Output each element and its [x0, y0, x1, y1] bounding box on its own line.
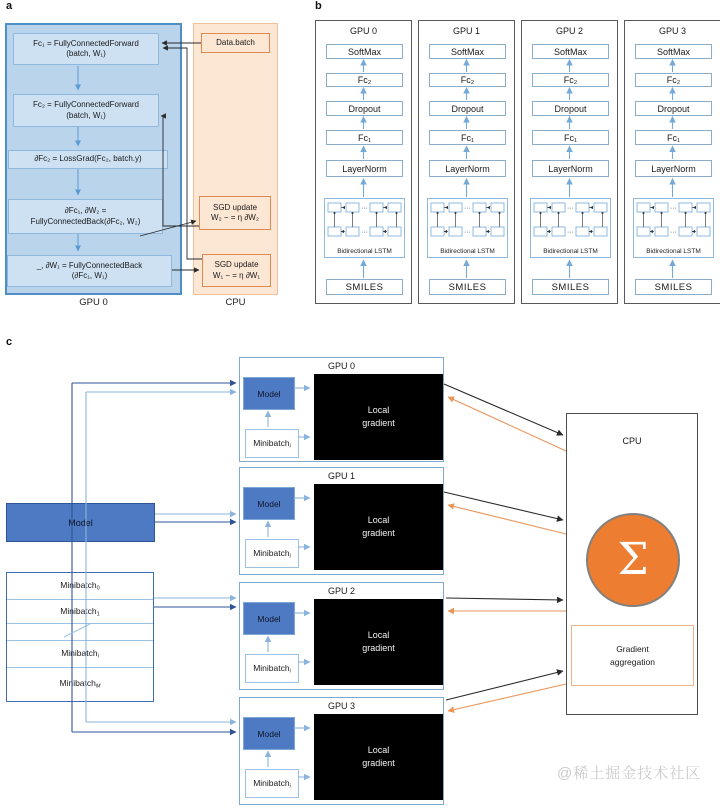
fc2-layer-box: Fc₂	[429, 73, 506, 87]
softmax-layer-box: SoftMax	[429, 44, 506, 59]
svg-text:···: ···	[567, 205, 574, 212]
svg-text:···: ···	[464, 205, 471, 212]
local-gradient-box: Local gradient	[314, 714, 443, 800]
softmax-layer-box: SoftMax	[532, 44, 609, 59]
worker-minibatch-box	[245, 539, 299, 568]
worker-model-box: Model	[243, 377, 295, 410]
data-batch-box	[201, 33, 270, 53]
lstm-label: Bidirectional LSTM	[646, 248, 701, 255]
lstm-cells-diagram	[634, 199, 713, 243]
panel-a-gpu-caption: GPU 0	[79, 297, 108, 308]
worker-model-box: Model	[243, 487, 295, 520]
minibatch-row-i	[7, 640, 153, 667]
worker-gpu0-box	[239, 357, 444, 462]
smiles-input-box: SMILES	[429, 279, 506, 295]
minibatch-label: Minibatch$_i$	[253, 437, 291, 450]
gradient-aggregation-box: Gradient aggregation	[571, 625, 694, 686]
sgd-update-w1-box	[202, 254, 271, 287]
formula-line: Fc₂ = FullyConnectedForward	[32, 100, 140, 110]
bidirectional-lstm-box	[324, 198, 405, 258]
fc1-forward-box	[13, 33, 159, 65]
worker-gpu-title: GPU 1	[327, 471, 355, 481]
worker-gpu2-box	[239, 582, 444, 690]
formula-line: (batch, W₁)	[66, 49, 106, 58]
panel-b-label: b	[315, 0, 322, 12]
layernorm-layer-box: LayerNorm	[429, 160, 506, 177]
svg-text:···: ···	[670, 229, 677, 236]
gpu-column-title: GPU 2	[555, 26, 583, 36]
lstm-label: Bidirectional LSTM	[440, 248, 495, 255]
dropout-layer-box: Dropout	[429, 101, 506, 116]
formula-line: SGD update	[212, 202, 258, 212]
smiles-input-box: SMILES	[635, 279, 712, 295]
dropout-layer-box: Dropout	[326, 101, 403, 116]
svg-text:···: ···	[670, 205, 677, 212]
formula-line: ∂Fc₁, ∂W₂ =	[64, 206, 107, 216]
cpu-aggregator-box	[566, 413, 698, 715]
formula-line: SGD update	[214, 260, 259, 270]
worker-gpu-title: GPU 0	[327, 361, 355, 371]
minibatch-label: Minibatch$_i$	[253, 547, 291, 560]
lstm-label: Bidirectional LSTM	[337, 248, 392, 255]
formula-line: FullyConnectedBack(∂Fc₂, W₂)	[30, 216, 141, 226]
watermark-text: @稀土掘金技术社区	[557, 765, 702, 782]
panel-a-label: a	[6, 0, 13, 12]
fc2-layer-box: Fc₂	[532, 73, 609, 87]
lstm-cells-diagram	[531, 199, 610, 243]
worker-gpu-title: GPU 2	[327, 586, 355, 596]
worker-minibatch-box	[245, 654, 299, 683]
fc1-layer-box: Fc₁	[635, 130, 712, 145]
minibatch-row-0	[7, 573, 153, 599]
layernorm-layer-box: LayerNorm	[635, 160, 712, 177]
panel-b-gpu1-column	[418, 20, 515, 304]
formula-line: Fc₁ = FullyConnectedForward	[33, 38, 139, 48]
smiles-input-box: SMILES	[326, 279, 403, 295]
formula-line: _, ∂W₁ = FullyConnectedBack	[36, 260, 143, 270]
fc1-layer-box: Fc₁	[532, 130, 609, 145]
cpu-to-gpu-arrows	[448, 397, 566, 711]
worker-model-box: Model	[243, 717, 295, 750]
minibatch-row-m	[7, 667, 153, 700]
gradient-to-cpu-arrows	[444, 384, 563, 700]
panel-b-gpu2-column	[521, 20, 618, 304]
worker-gpu3-box	[239, 697, 444, 805]
formula-line: Data.batch	[216, 37, 255, 47]
layernorm-layer-box: LayerNorm	[326, 160, 403, 177]
fc2-layer-box: Fc₂	[326, 73, 403, 87]
lossgrad-box	[8, 150, 168, 169]
svg-text:···: ···	[361, 229, 368, 236]
svg-text:···: ···	[567, 229, 574, 236]
fc1-layer-box: Fc₁	[326, 130, 403, 145]
minibatch-label: Minibatch$_i$	[61, 648, 99, 660]
local-gradient-box: Local gradient	[314, 599, 443, 685]
bidirectional-lstm-box	[530, 198, 611, 258]
svg-text:···: ···	[361, 205, 368, 212]
smiles-input-box: SMILES	[532, 279, 609, 295]
local-gradient-box: Local gradient	[314, 374, 443, 460]
minibatch-label: Minibatch$_i$	[253, 662, 291, 675]
panel-b-gpu3-column	[624, 20, 720, 304]
minibatch-stack	[6, 572, 154, 702]
sigma-symbol: Σ	[617, 534, 649, 585]
minibatch-label: Minibatch$_i$	[253, 777, 291, 790]
worker-gpu-title: GPU 3	[327, 701, 355, 711]
formula-line: (batch, W₁)	[66, 110, 106, 120]
layernorm-layer-box: LayerNorm	[532, 160, 609, 177]
softmax-layer-box: SoftMax	[635, 44, 712, 59]
fc1-backward-box	[7, 255, 172, 287]
gpu-column-title: GPU 0	[349, 26, 377, 36]
worker-gpu1-box	[239, 467, 444, 575]
formula-line: W₂ − = η ∂W₂	[211, 213, 259, 222]
cpu-title: CPU	[622, 436, 642, 446]
panel-c-label: c	[6, 336, 13, 348]
lstm-label: Bidirectional LSTM	[543, 248, 598, 255]
formula-line: ∂Fc₂ = LossGrad(Fc₂, batch.y)	[34, 154, 142, 164]
lstm-cells-diagram	[325, 199, 404, 243]
fc2-forward-box	[13, 94, 159, 127]
formula-line: W₁ − = η ∂W₁	[212, 270, 261, 280]
gpu-column-title: GPU 1	[452, 26, 480, 36]
sum-circle	[586, 513, 680, 607]
fc2-layer-box: Fc₂	[635, 73, 712, 87]
svg-text:···: ···	[464, 229, 471, 236]
minibatch-row-1	[7, 599, 153, 623]
softmax-layer-box: SoftMax	[326, 44, 403, 59]
bidirectional-lstm-box	[427, 198, 508, 258]
panel-b-gpu0-column	[315, 20, 412, 304]
minibatch-label: Minibatch$_M$	[59, 678, 101, 690]
worker-minibatch-box	[245, 429, 299, 458]
worker-model-box: Model	[243, 602, 295, 635]
minibatch-break-row	[7, 623, 153, 640]
fc1-layer-box: Fc₁	[429, 130, 506, 145]
worker-minibatch-box	[245, 769, 299, 798]
dropout-layer-box: Dropout	[635, 101, 712, 116]
panel-a-cpu-caption: CPU	[225, 297, 246, 308]
fc2-backward-box	[8, 199, 163, 234]
sgd-update-w2-box	[199, 196, 271, 230]
global-model-box	[6, 503, 155, 542]
gpu-column-title: GPU 3	[658, 26, 686, 36]
local-gradient-box: Local gradient	[314, 484, 443, 570]
lstm-cells-diagram	[428, 199, 507, 243]
model-label: Model	[68, 517, 93, 528]
minibatch-label: Minibatch$_0$	[60, 580, 100, 592]
dropout-layer-box: Dropout	[532, 101, 609, 116]
bidirectional-lstm-box	[633, 198, 714, 258]
minibatch-label: Minibatch$_1$	[60, 605, 100, 618]
formula-line: (∂Fc₁, W₁)	[71, 271, 108, 280]
